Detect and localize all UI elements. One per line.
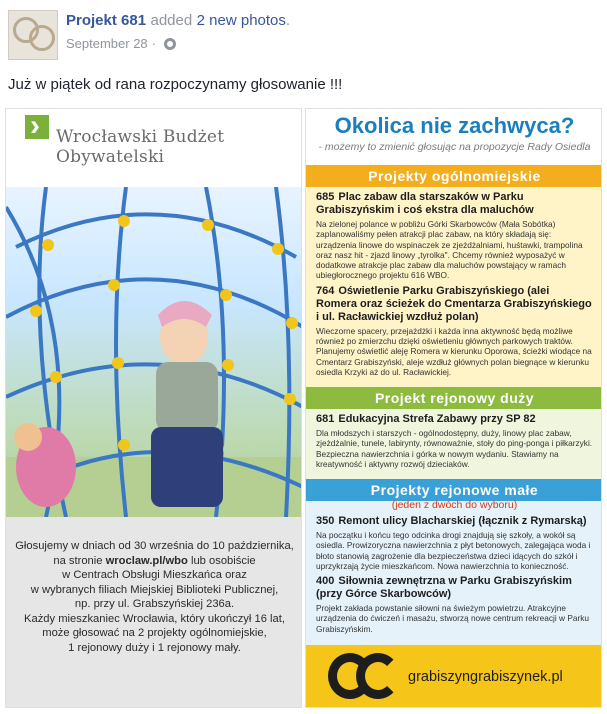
brand-bar bbox=[6, 109, 302, 187]
playground-image bbox=[6, 187, 302, 517]
project-number: 764 bbox=[316, 284, 335, 297]
caption-line: Głosujemy w dniach od 30 września do 10 października, bbox=[15, 540, 294, 552]
project-title-text: Siłownia zewnętrzna w Parku Grabiszyńskim (przy Górce Skarbowców) bbox=[316, 575, 572, 601]
caption-text: na stronie bbox=[53, 554, 103, 567]
project-item bbox=[306, 571, 602, 634]
section-citywide bbox=[306, 165, 602, 387]
section-heading: Projekty ogólnomiejskie bbox=[306, 165, 602, 187]
caption-line: w wybranych filiach Miejskiej Biblioteki Publicznej, bbox=[30, 583, 279, 596]
caption-line: np. przy ul. Grabszyńskiej 236a. bbox=[74, 598, 235, 610]
author-link[interactable]: Projekt 681 bbox=[66, 12, 147, 29]
caption-line: w Centrach Obsługi Mieszkańca oraz bbox=[62, 569, 247, 581]
project-title bbox=[316, 191, 593, 217]
project-number: 350 bbox=[316, 515, 335, 527]
chevron-right-icon bbox=[25, 115, 49, 139]
footer-url: grabiszyngrabiszynek.pl bbox=[408, 669, 563, 685]
brand-text: Wrocławski Budżet Obywatelski bbox=[56, 127, 225, 167]
project-description: Wieczorne spacery, przejażdżki i każda inna aktywność będą możliwe również po zmierzchu dzięki oświetleniu głównych parkowych traktów. Planujemy oświetlić aleję Romera w kierunku Oporowa, ścieżki wiodące na Cmentarz Grabiszyński, aleje wzdłuż głównych polan biegnące w kierunku osiedla Krzyki aż do ul. Racławickiej. bbox=[316, 325, 592, 377]
project-number: 685 bbox=[316, 191, 335, 203]
project-title bbox=[316, 413, 593, 426]
g-letter-icon bbox=[356, 653, 400, 699]
project-item bbox=[306, 511, 602, 571]
avatar-ring bbox=[29, 25, 55, 51]
project-title-text: Remont ulicy Blacharskiej (łącznik z Rymarską) bbox=[338, 515, 587, 527]
caption-line: 1 rejonowy duży i 1 rejonowy mały. bbox=[68, 641, 241, 654]
caption-line bbox=[14, 554, 295, 569]
project-title-text: Plac zabaw dla starszaków w Parku Grabiszyńskim i coś ekstra dla maluchów bbox=[316, 191, 534, 216]
post-date[interactable]: September 28 bbox=[66, 36, 148, 51]
flyer-subtitle: - możemy to zmienić głosując na propozycje Rady Osiedla bbox=[318, 141, 591, 153]
project-title bbox=[316, 515, 593, 528]
project-item bbox=[306, 281, 602, 377]
section-large-district bbox=[306, 387, 602, 479]
photo-right[interactable] bbox=[305, 108, 602, 708]
project-description: Projekt zakłada powstanie siłowni na świeżym powietrzu. Atrakcyjne urządzenia do ćwiczeń i masażu, stworzą nowe centrum rekreacji w Parku Grabiszyńskim. bbox=[316, 603, 589, 634]
left-caption bbox=[6, 517, 302, 708]
gg-logo bbox=[328, 653, 398, 699]
project-item bbox=[306, 187, 602, 281]
section-heading: Projekty rejonowe małe bbox=[306, 479, 602, 501]
caption-line: może głosować na 2 projekty ogólnomiejskie, bbox=[42, 627, 267, 639]
caption-url: wroclaw.pl/wbo bbox=[105, 554, 188, 567]
photo-left[interactable] bbox=[5, 108, 302, 708]
project-title bbox=[316, 575, 593, 601]
meta-dot: · bbox=[151, 36, 157, 51]
page-avatar[interactable] bbox=[8, 10, 58, 60]
flyer-title-block bbox=[306, 109, 602, 153]
post-header bbox=[8, 8, 598, 60]
section-small-district bbox=[306, 479, 602, 645]
project-number: 400 bbox=[316, 575, 335, 588]
flyer-title: Okolica nie zachwyca? bbox=[334, 113, 575, 138]
caption-text: lub osobiście bbox=[190, 554, 256, 567]
post-meta bbox=[66, 36, 290, 51]
project-description: Dla młodszych i starszych - ogólnodostępny, duży, linowy plac zabaw, zjeżdżalnie, tunele, labirynty, równoważnie, stoły do ping-ponga i piłkarzyki. Bezpieczna nawierzchnia i górka w nowym wydaniu. Stawiamy na kreatywność i aktywny rozwój dzieciaków. bbox=[316, 428, 593, 469]
project-title-text: Oświetlenie Parku Grabiszyńskiego (alei Romera oraz ścieżek do Cmentarza Grabiszyńskiego i ul. Racławickiej wzdłuż polan) bbox=[316, 284, 592, 323]
caption-line: Każdy mieszkaniec Wrocławia, który ukończył 16 lat, bbox=[24, 612, 285, 625]
globe-icon[interactable] bbox=[164, 38, 176, 50]
project-item bbox=[306, 409, 602, 469]
header-text bbox=[66, 12, 290, 51]
photos-link[interactable]: 2 new photos bbox=[196, 12, 286, 29]
playground-illustration bbox=[6, 187, 302, 517]
action-prefix: added bbox=[150, 12, 193, 29]
project-title-text: Edukacyjna Strefa Zabawy przy SP 82 bbox=[338, 413, 536, 425]
project-description: Na zielonej polance w pobliżu Górki Skarbowców (Mała Sobótka) zaplanowaliśmy pełen atrakcji plac zabaw, na który składają się: urządzenia linowe do wspinaczek ze zjeżdżalniami, huśtawki, trampolina oraz nasz hit - zjazd linowy „tyrolka". Chcemy również wyposażyć w dodatkowe atrakcje plac zabaw dla maluchów powstający w ramach ubiegłorocznego projektu 616 WBO. bbox=[316, 219, 583, 281]
project-number: 681 bbox=[316, 413, 335, 425]
action-suffix: . bbox=[285, 12, 291, 29]
post-text: Już w piątek od rana rozpoczynamy głosowanie !!! bbox=[8, 76, 343, 93]
project-title bbox=[316, 285, 593, 324]
project-description: Na początku i końcu tego odcinka drogi znajdują się szkoły, a wokół są osiedla. Prowizoryczna nawierzchnia z płyt betonowych, zalegająca woda i błoto stanowią zagrożenie dla bezpieczeństwa dzieci idących do szkół i uprzykrzają życie mieszkańcom. Nowa nawierzchnia to konieczność. bbox=[316, 530, 591, 571]
section-subheading: (jeden z dwóch do wyboru) bbox=[391, 499, 518, 511]
section-heading: Projekt rejonowy duży bbox=[306, 387, 602, 409]
flyer-footer bbox=[306, 645, 602, 708]
